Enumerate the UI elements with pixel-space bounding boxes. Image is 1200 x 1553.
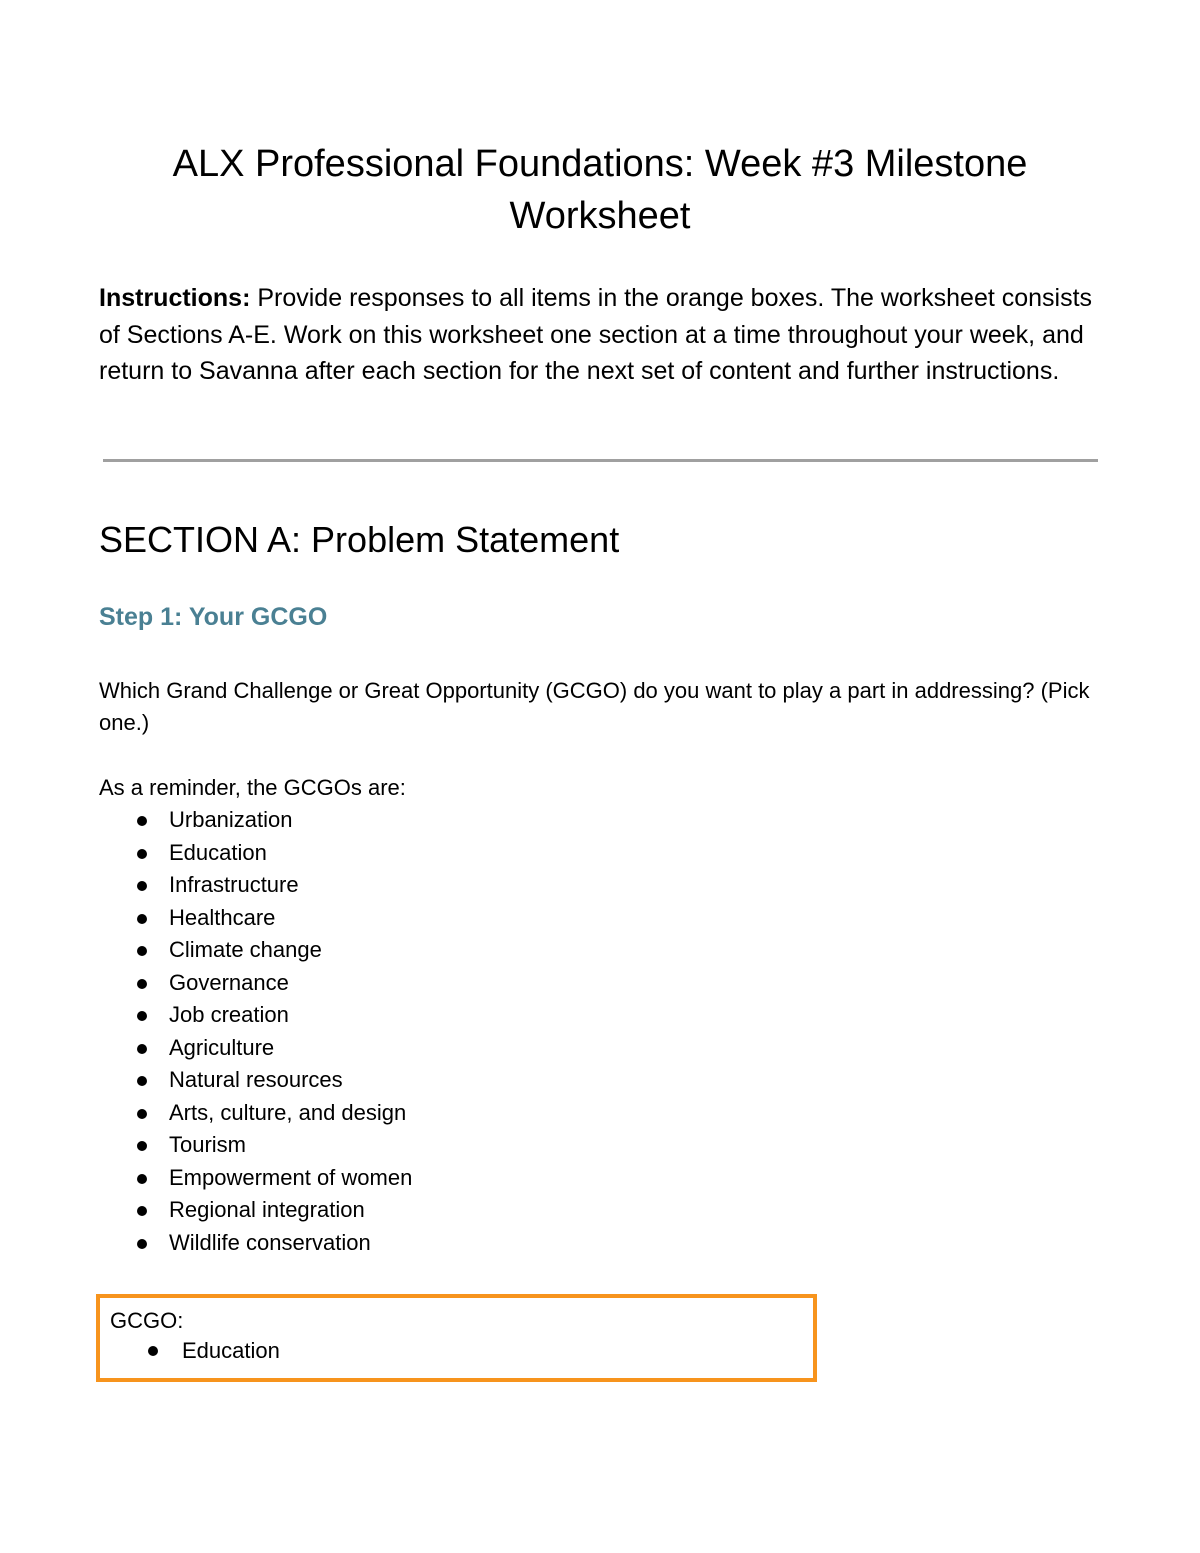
bullet-icon [137, 1011, 147, 1021]
bullet-icon [137, 881, 147, 891]
bullet-icon [137, 1076, 147, 1086]
gcgo-question: Which Grand Challenge or Great Opportunity (GCGO) do you want to play a part in addressing? (Pick one.) [99, 678, 1090, 735]
list-item-label: Natural resources [169, 1067, 343, 1092]
list-item [0, 1097, 412, 1130]
answer-label: GCGO: [110, 1308, 184, 1333]
list-item-label: Wildlife conservation [169, 1229, 371, 1255]
list-item-label: Regional integration [169, 1197, 365, 1222]
list-item [0, 837, 412, 870]
list-item [0, 1032, 412, 1065]
instructions-label: Instructions: [99, 284, 251, 312]
section-a-heading: SECTION A: Problem Statement [99, 519, 620, 560]
list-item-label: Agriculture [169, 1034, 275, 1060]
list-item [0, 902, 412, 935]
document-title: ALX Professional Foundations: Week #3 Milestone Worksheet [172, 143, 1028, 237]
answer-selected-gcgo[interactable]: Education [182, 1338, 280, 1363]
list-item-label: Empowerment of women [169, 1164, 413, 1190]
gcgo-reminder: As a reminder, the GCGOs are: [99, 775, 406, 800]
instructions-text: Provide responses to all items in the orange boxes. The worksheet consists of Sections A-E. Work on this worksheet one section at a time throughout your week, and return to Savanna after each section for the next set of content and further instructions. [99, 284, 1093, 385]
list-item [0, 1162, 412, 1195]
list-item-label: Healthcare [169, 904, 276, 930]
horizontal-divider [103, 459, 1098, 462]
list-item-label: Infrastructure [169, 872, 299, 897]
list-item-label: Urbanization [169, 807, 293, 832]
list-item-label: Education [169, 839, 267, 865]
list-item [0, 1129, 412, 1162]
list-item [0, 934, 412, 967]
step-1-heading: Step 1: Your GCGO [99, 603, 328, 631]
bullet-icon [137, 849, 147, 859]
instructions-paragraph [99, 280, 1109, 390]
bullet-icon [137, 1174, 147, 1184]
list-item [0, 1064, 412, 1097]
list-item-label: Climate change [169, 937, 322, 962]
list-item-label: Arts, culture, and design [169, 1099, 407, 1125]
list-item [0, 869, 412, 902]
bullet-icon [137, 1239, 147, 1249]
list-item [0, 999, 412, 1032]
list-item-label: Job creation [169, 1002, 289, 1027]
list-item [0, 967, 412, 1000]
bullet-icon [137, 1206, 147, 1216]
gcgo-answer-box[interactable] [96, 1294, 817, 1382]
bullet-icon [137, 979, 147, 989]
bullet-icon [137, 1109, 147, 1119]
list-item [0, 804, 412, 837]
list-item-label: Governance [169, 969, 289, 995]
bullet-icon [137, 816, 147, 826]
bullet-icon [137, 914, 147, 924]
bullet-icon [148, 1346, 158, 1356]
list-item-label: Tourism [169, 1132, 247, 1157]
list-item [0, 1194, 412, 1227]
bullet-icon [137, 1141, 147, 1151]
bullet-icon [137, 1044, 147, 1054]
bullet-icon [137, 946, 147, 956]
gcgo-list [0, 804, 412, 1259]
list-item [0, 1227, 412, 1260]
